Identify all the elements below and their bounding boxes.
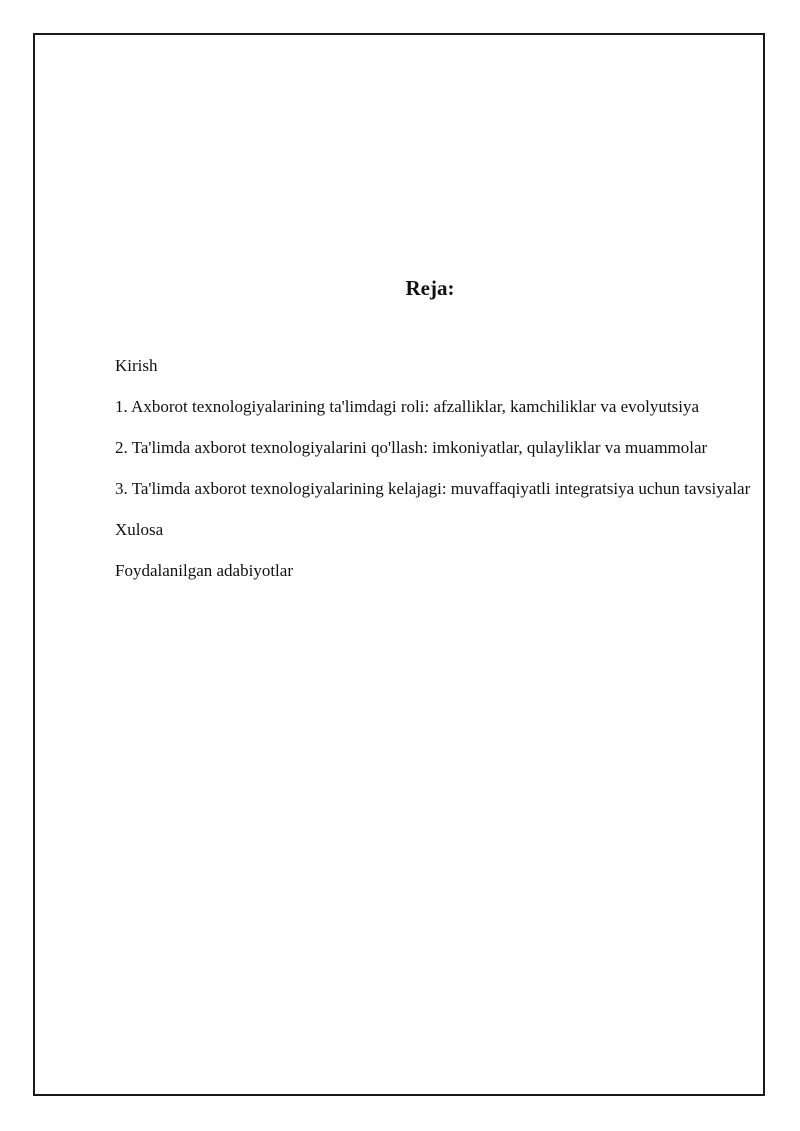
toc-item-introduction: Kirish <box>115 356 158 375</box>
toc-item-references: Foydalanilgan adabiyotlar <box>115 561 293 580</box>
toc-item-2: 2. Ta'limda axborot texnologiyalarini qo'llash: imkoniyatlar, qulayliklar va muammolar <box>115 438 708 457</box>
table-of-contents <box>115 350 755 596</box>
toc-item-conclusion: Xulosa <box>115 520 164 539</box>
toc-item-1: 1. Axborot texnologiyalarining ta'limdagi roli: afzalliklar, kamchiliklar va evolyutsiya <box>115 397 700 416</box>
toc-item-3: 3. Ta'limda axborot texnologiyalarining kelajagi: muvaffaqiyatli integratsiya uchun tavsiyalar <box>115 479 751 498</box>
page-title: Reja: <box>405 276 455 300</box>
